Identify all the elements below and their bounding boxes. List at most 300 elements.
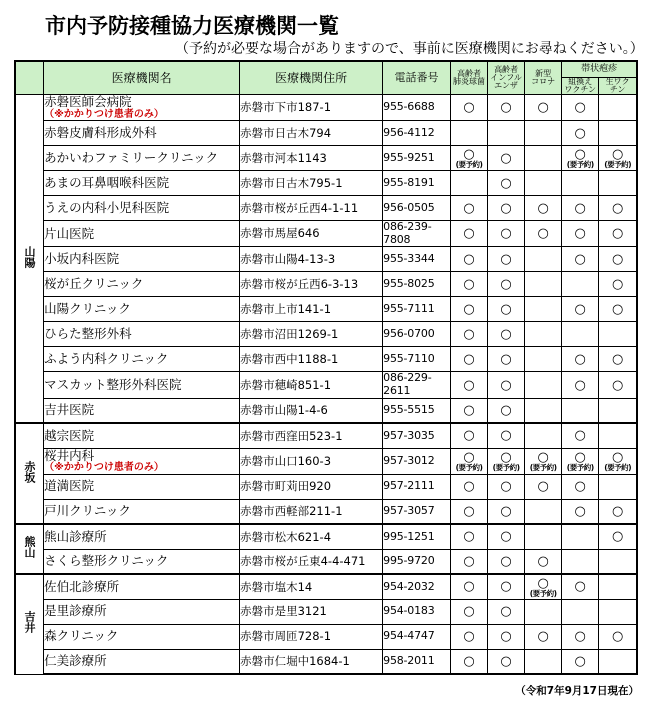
circle-mark-icon: ○ [574,579,586,595]
institution-name-text: 山陽クリニック [44,301,131,317]
institution-name-text: 赤磐医師会病院 [44,94,132,110]
col-header-pneumococcal [450,61,487,95]
cell-institution-name [44,272,240,297]
circle-mark-icon: ○ [500,100,512,116]
circle-mark-icon: ○ [500,175,512,191]
institution-name-text: 熊山診療所 [44,528,107,544]
circle-mark-icon: ○ [500,276,512,292]
table-row [15,247,637,272]
cell-institution-name [44,297,240,322]
reservation-required-note: (要予約) [604,159,632,169]
cell-vaccine-shingles-recombinant [562,599,599,624]
cell-vaccine-shingles-recombinant [562,499,599,524]
institution-name-text: 道満医院 [44,478,95,494]
table-row [15,549,637,574]
circle-mark-icon: ○ [611,276,624,292]
circle-mark-icon: ○ [574,226,586,242]
cell-vaccine-pneumococcal [450,398,487,423]
circle-mark-icon: ○ [463,553,475,569]
institution-name-text: 小坂内科医院 [44,251,120,267]
cell-institution-tel: 957-3057 [383,499,451,524]
cell-institution-tel: 957-3012 [383,448,451,474]
circle-mark-icon: ○ [537,226,549,242]
table-header [15,61,637,95]
cell-institution-address: 赤磐市河本1143 [240,146,383,171]
cell-vaccine-covid [525,624,562,649]
cell-vaccine-shingles-recombinant [562,146,599,171]
circle-mark-icon: ○ [463,529,475,545]
table-row [15,624,637,649]
cell-institution-address: 赤磐市山陽4-13-3 [240,247,383,272]
cell-vaccine-pneumococcal [450,221,487,247]
cell-vaccine-pneumococcal [450,499,487,524]
circle-mark-icon: ○ [611,629,624,645]
circle-mark-icon: ○ [500,200,512,216]
table-row [15,272,637,297]
cell-vaccine-pneumococcal [450,121,487,146]
circle-mark-icon: ○ [463,100,475,116]
circle-mark-icon: ○ [500,326,512,342]
cell-institution-name [44,574,240,599]
col-header-pneumococcal-line2: 肺炎球菌 [452,77,485,87]
cell-vaccine-shingles-live [599,649,637,674]
circle-mark-icon: ○ [500,251,512,267]
reservation-required-note: (要予約) [529,462,557,472]
circle-mark-icon: ○ [537,100,549,116]
circle-mark-icon: ○ [500,629,512,645]
circle-mark-icon: ○ [611,351,624,367]
col-header-shingles-recombinant-line2: ワクチン [564,84,597,94]
circle-mark-icon: ○ [500,351,512,367]
circle-mark-icon: ○ [537,575,549,591]
circle-mark-icon: ○ [500,150,512,166]
circle-mark-icon: ○ [463,479,475,495]
circle-mark-icon: ○ [574,100,586,116]
cell-institution-name [44,121,240,146]
reservation-required-note: (要予約) [566,462,594,472]
cell-vaccine-shingles-live [599,372,637,398]
circle-mark-icon: ○ [463,226,475,242]
cell-vaccine-pneumococcal [450,524,487,549]
region-label-山陽 [15,95,44,423]
cell-vaccine-shingles-live [599,95,637,121]
cell-vaccine-shingles-recombinant [562,524,599,549]
cell-vaccine-pneumococcal [450,649,487,674]
reservation-required-note: (要予約) [566,159,594,169]
circle-mark-icon: ○ [574,449,586,465]
table-row [15,171,637,196]
cell-vaccine-shingles-live [599,574,637,599]
institution-name-text: 是里診療所 [44,603,107,619]
cell-institution-name [44,649,240,674]
col-header-tel: 電話番号 [383,61,451,95]
cell-vaccine-shingles-live [599,196,637,221]
circle-mark-icon: ○ [500,553,512,569]
cell-vaccine-covid [525,247,562,272]
region-label-text: 熊山 [23,536,37,559]
circle-mark-icon: ○ [463,301,475,317]
circle-mark-icon: ○ [500,377,512,393]
cell-institution-name [44,347,240,372]
cell-institution-name [44,423,240,448]
col-header-influenza-line1: 高齢者 [494,64,519,74]
table-row [15,372,637,398]
institution-name-text: 吉井医院 [44,402,95,418]
table-row [15,347,637,372]
circle-mark-icon: ○ [463,402,475,418]
col-header-covid-line2: コロナ [531,77,556,87]
cell-vaccine-influenza [488,196,525,221]
cell-vaccine-shingles-live [599,423,637,448]
circle-mark-icon: ○ [500,503,512,519]
cell-vaccine-influenza [488,524,525,549]
circle-mark-icon: ○ [463,604,475,620]
cell-vaccine-shingles-recombinant [562,549,599,574]
col-header-influenza-line3: エンザ [494,81,519,91]
cell-institution-tel: 995-9720 [383,549,451,574]
institution-name-note: （※かかりつけ患者のみ） [44,108,164,120]
cell-vaccine-influenza [488,549,525,574]
region-label-text: 山陽 [23,245,37,268]
circle-mark-icon: ○ [574,653,586,669]
circle-mark-icon: ○ [463,251,475,267]
cell-institution-address: 赤磐市西窪田523-1 [240,423,383,448]
reservation-required-note: (要予約) [604,462,632,472]
circle-mark-icon: ○ [574,629,586,645]
circle-mark-icon: ○ [463,377,475,393]
institution-name-text: マスカット整形外科医院 [44,376,182,392]
cell-institution-address: 赤磐市西中1188-1 [240,347,383,372]
cell-institution-address: 赤磐市松木621-4 [240,524,383,549]
table-row [15,146,637,171]
cell-vaccine-shingles-recombinant [562,624,599,649]
region-label-text: 吉井 [23,611,37,634]
circle-mark-icon: ○ [500,479,512,495]
institution-name-text: あかいわファミリークリニック [44,149,219,165]
reservation-required-note: (要予約) [529,588,557,598]
cell-vaccine-influenza [488,297,525,322]
cell-vaccine-covid [525,499,562,524]
circle-mark-icon: ○ [537,449,549,465]
cell-vaccine-shingles-recombinant [562,423,599,448]
cell-institution-address: 赤磐市町苅田920 [240,474,383,499]
table-row [15,322,637,347]
table-row [15,398,637,423]
cell-vaccine-shingles-live [599,448,637,474]
institution-name-text: 戸川クリニック [44,503,131,519]
cell-institution-address: 赤磐市是里3121 [240,599,383,624]
cell-vaccine-shingles-recombinant [562,347,599,372]
cell-vaccine-covid [525,146,562,171]
cell-institution-tel: 956-4112 [383,121,451,146]
circle-mark-icon: ○ [537,629,549,645]
reservation-required-note: (要予約) [455,159,483,169]
circle-mark-icon: ○ [574,503,586,519]
cell-vaccine-covid [525,196,562,221]
cell-vaccine-pneumococcal [450,297,487,322]
cell-vaccine-pneumococcal [450,247,487,272]
cell-vaccine-influenza [488,448,525,474]
institution-name-text: うえの内科小児科医院 [44,199,170,215]
circle-mark-icon: ○ [500,449,512,465]
institution-name-text: 仁美診療所 [44,653,107,669]
cell-vaccine-covid [525,171,562,196]
table-row [15,574,637,599]
cell-institution-name [44,624,240,649]
cell-vaccine-covid [525,599,562,624]
col-header-shingles-group: 帯状疱疹 [562,61,637,77]
circle-mark-icon: ○ [500,301,512,317]
cell-vaccine-shingles-recombinant [562,574,599,599]
col-header-shingles-live [599,77,637,95]
cell-institution-tel: 956-0505 [383,196,451,221]
cell-vaccine-influenza [488,221,525,247]
cell-institution-address: 赤磐市日古木795-1 [240,171,383,196]
circle-mark-icon: ○ [500,604,512,620]
circle-mark-icon: ○ [574,125,586,141]
cell-vaccine-shingles-recombinant [562,398,599,423]
cell-vaccine-shingles-live [599,121,637,146]
table-row [15,95,637,121]
cell-vaccine-shingles-recombinant [562,196,599,221]
cell-institution-name [44,196,240,221]
cell-vaccine-shingles-live [599,322,637,347]
circle-mark-icon: ○ [463,326,475,342]
cell-vaccine-shingles-live [599,247,637,272]
cell-vaccine-influenza [488,171,525,196]
table-row [15,599,637,624]
institution-name-text: 片山医院 [44,225,95,241]
cell-vaccine-covid [525,372,562,398]
circle-mark-icon: ○ [463,200,475,216]
institution-name-text: ふよう内科クリニック [44,351,169,367]
table-header-row-1 [15,61,637,77]
col-header-shingles-recombinant-line1: 組換え [568,76,593,86]
cell-vaccine-shingles-recombinant [562,372,599,398]
table-row [15,474,637,499]
cell-vaccine-covid [525,347,562,372]
cell-vaccine-shingles-live [599,524,637,549]
reservation-required-note: (要予約) [455,462,483,472]
cell-vaccine-covid [525,474,562,499]
table-row [15,121,637,146]
cell-vaccine-covid [525,398,562,423]
cell-vaccine-pneumococcal [450,372,487,398]
col-header-region [15,61,44,95]
circle-mark-icon: ○ [463,428,475,444]
cell-vaccine-covid [525,121,562,146]
cell-vaccine-covid [525,322,562,347]
cell-vaccine-influenza [488,649,525,674]
footer-note: （令和7年9月17日現在） [515,685,639,697]
cell-vaccine-covid [525,297,562,322]
cell-institution-address: 赤磐市桜が丘西6-3-13 [240,272,383,297]
cell-vaccine-influenza [488,474,525,499]
cell-vaccine-influenza [488,423,525,448]
circle-mark-icon: ○ [463,449,475,465]
cell-institution-address: 赤磐市塩木14 [240,574,383,599]
cell-institution-name [44,247,240,272]
cell-institution-tel: 954-0183 [383,599,451,624]
cell-vaccine-influenza [488,574,525,599]
cell-vaccine-influenza [488,272,525,297]
institution-name-text: 佐伯北診療所 [44,578,120,594]
reservation-required-note: (要予約) [492,462,520,472]
cell-institution-name [44,474,240,499]
circle-mark-icon: ○ [611,529,624,545]
cell-institution-address: 赤磐市沼田1269-1 [240,322,383,347]
circle-mark-icon: ○ [611,449,624,465]
institution-name-text: 桜井内科 [44,447,95,463]
institution-name-text: 森クリニック [44,628,119,644]
cell-institution-name [44,171,240,196]
cell-vaccine-pneumococcal [450,95,487,121]
cell-vaccine-covid [525,524,562,549]
table-row [15,524,637,549]
circle-mark-icon: ○ [574,377,586,393]
circle-mark-icon: ○ [574,251,586,267]
circle-mark-icon: ○ [463,653,475,669]
circle-mark-icon: ○ [463,276,475,292]
cell-institution-tel: 955-3344 [383,247,451,272]
cell-institution-address: 赤磐市周匝728-1 [240,624,383,649]
cell-vaccine-covid [525,549,562,574]
table-body [15,95,637,674]
cell-vaccine-influenza [488,624,525,649]
page-subtitle: （予約が必要な場合がありますので、事前に医療機関にお尋ねください。） [175,41,644,57]
cell-institution-address: 赤磐市馬屋646 [240,221,383,247]
cell-vaccine-shingles-recombinant [562,448,599,474]
institution-name-text: 越宗医院 [44,427,95,443]
cell-vaccine-shingles-live [599,499,637,524]
cell-vaccine-shingles-live [599,624,637,649]
cell-vaccine-influenza [488,347,525,372]
cell-institution-tel: 954-4747 [383,624,451,649]
cell-vaccine-shingles-recombinant [562,121,599,146]
table-row [15,221,637,247]
cell-institution-name [44,221,240,247]
cell-vaccine-shingles-live [599,474,637,499]
cell-institution-name [44,95,240,121]
institution-name-note: （※かかりつけ患者のみ） [44,462,164,474]
cell-vaccine-pneumococcal [450,423,487,448]
col-header-shingles-live-line2: チン [609,84,626,94]
cell-vaccine-influenza [488,599,525,624]
cell-institution-tel: 086-239-7808 [383,221,451,247]
cell-vaccine-shingles-recombinant [562,649,599,674]
circle-mark-icon: ○ [574,351,586,367]
circle-mark-icon: ○ [537,479,549,495]
circle-mark-icon: ○ [574,146,586,162]
circle-mark-icon: ○ [463,351,475,367]
col-header-pneumococcal-line1: 高齢者 [456,68,481,78]
circle-mark-icon: ○ [537,200,549,216]
circle-mark-icon: ○ [574,200,586,216]
col-header-institution: 医療機関名 [44,61,240,95]
cell-institution-name [44,146,240,171]
table-row [15,297,637,322]
cell-institution-tel: 955-7110 [383,347,451,372]
cell-vaccine-shingles-live [599,599,637,624]
cell-vaccine-shingles-live [599,221,637,247]
table-row [15,423,637,448]
cell-institution-tel: 954-2032 [383,574,451,599]
col-header-address: 医療機関住所 [240,61,383,95]
region-label-吉井 [15,574,44,674]
cell-institution-address: 赤磐市日古木794 [240,121,383,146]
circle-mark-icon: ○ [463,146,475,162]
cell-institution-tel: 955-5515 [383,398,451,423]
cell-vaccine-shingles-live [599,398,637,423]
cell-institution-tel: 955-8191 [383,171,451,196]
circle-mark-icon: ○ [500,579,512,595]
cell-institution-name [44,599,240,624]
cell-vaccine-shingles-live [599,297,637,322]
cell-institution-name [44,549,240,574]
cell-vaccine-covid [525,649,562,674]
cell-institution-tel: 955-6688 [383,95,451,121]
circle-mark-icon: ○ [500,428,512,444]
col-header-shingles-recombinant [562,77,599,95]
circle-mark-icon: ○ [611,301,624,317]
cell-vaccine-shingles-recombinant [562,95,599,121]
cell-institution-address: 赤磐市桜が丘西4-1-11 [240,196,383,221]
cell-vaccine-pneumococcal [450,146,487,171]
circle-mark-icon: ○ [574,479,586,495]
cell-institution-address: 赤磐市山陽1-4-6 [240,398,383,423]
col-header-covid-line1: 新型 [535,68,552,78]
cell-vaccine-influenza [488,322,525,347]
cell-vaccine-covid [525,272,562,297]
circle-mark-icon: ○ [463,629,475,645]
cell-vaccine-covid [525,95,562,121]
col-header-influenza-line2: インフル [490,72,522,82]
cell-institution-name [44,448,240,474]
circle-mark-icon: ○ [611,503,624,519]
region-label-熊山 [15,524,44,574]
cell-vaccine-shingles-recombinant [562,221,599,247]
circle-mark-icon: ○ [500,402,512,418]
cell-institution-tel: 956-0700 [383,322,451,347]
institution-name-text: あまの耳鼻咽喉科医院 [44,174,170,190]
cell-vaccine-influenza [488,95,525,121]
col-header-shingles-live-line1: 生ワク [605,76,630,86]
table-row [15,499,637,524]
page-title: 市内予防接種協力医療機関一覧 [45,14,339,38]
table-row [15,196,637,221]
col-header-covid [525,61,562,95]
institution-name-text: 桜が丘クリニック [44,276,144,292]
cell-vaccine-influenza [488,247,525,272]
cell-institution-name [44,398,240,423]
cell-institution-name [44,322,240,347]
cell-vaccine-covid [525,221,562,247]
cell-institution-address: 赤磐市下市187-1 [240,95,383,121]
cell-vaccine-pneumococcal [450,474,487,499]
cell-institution-tel: 995-1251 [383,524,451,549]
cell-vaccine-shingles-live [599,272,637,297]
table-row [15,448,637,474]
circle-mark-icon: ○ [500,653,512,669]
cell-vaccine-shingles-live [599,146,637,171]
cell-institution-tel: 958-2011 [383,649,451,674]
cell-institution-address: 赤磐市桜が丘東4-4-471 [240,549,383,574]
circle-mark-icon: ○ [463,503,475,519]
cell-vaccine-shingles-recombinant [562,272,599,297]
circle-mark-icon: ○ [611,251,624,267]
circle-mark-icon: ○ [574,301,586,317]
region-label-text: 赤坂 [23,460,37,483]
